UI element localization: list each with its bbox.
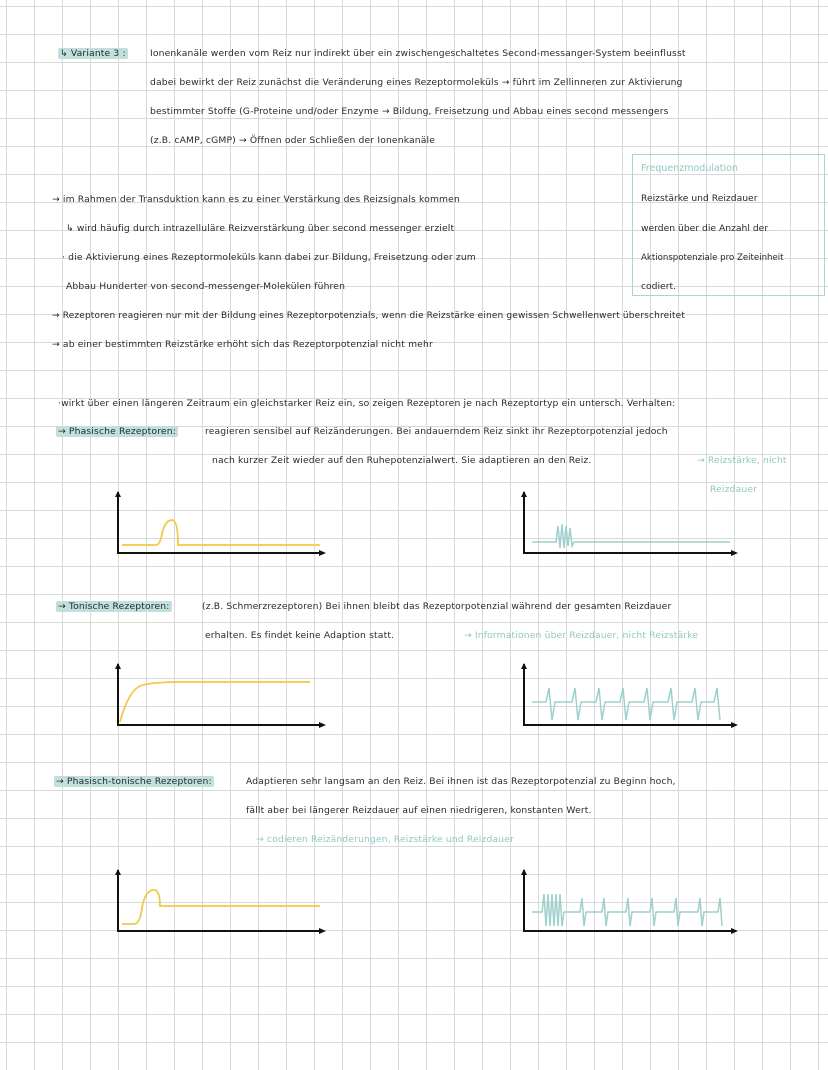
variant-line-1: Ionenkanäle werden vom Reiz nur indirekt über ein zwischengeschaltetes Second-messanger-System beeinflusst: [150, 48, 686, 59]
phasic-tonic-potential-graph: [110, 868, 330, 938]
variant-line-4: (z.B. cAMP, cGMP) → Öffnen oder Schließen der Ionenkanäle: [150, 135, 436, 146]
threshold-note: → Rezeptoren reagieren nur mit der Bildung eines Rezeptorpotenzials, wenn die Reizstärke einen gewissen Schwellenwert überschreitet: [52, 311, 686, 321]
phasic-tonic-line-1: Adaptieren sehr langsam an den Reiz. Bei ihnen ist das Rezeptorpotenzial zu Beginn hoch,: [246, 776, 676, 787]
action-potentials: [532, 894, 722, 926]
box-line-1: Reizstärke und Reizdauer: [641, 193, 758, 204]
tonic-line-2: erhalten. Es findet keine Adaption statt.: [205, 630, 395, 641]
phasic-note-2: Reizdauer: [710, 484, 758, 495]
phasic-tonic-note: → codieren Reizänderungen, Reizstärke und Reizdauer: [256, 834, 514, 845]
phasic-note-1: → Reizstärke, nicht: [697, 455, 787, 466]
transduction-line-4: Abbau Hunderter von second-messenger-Molekülen führen: [66, 281, 346, 292]
potential-curve: [122, 890, 320, 924]
phasic-tonic-label: → Phasisch-tonische Rezeptoren:: [56, 776, 212, 787]
tonic-note: → Informationen über Reizdauer, nicht Reizstärke: [464, 630, 699, 641]
axes: [118, 492, 324, 553]
variant-line-3: bestimmter Stoffe (G-Proteine und/oder Enzyme → Bildung, Freisetzung und Abbau eines second messengers: [150, 106, 669, 117]
phasic-label: → Phasische Rezeptoren:: [58, 426, 176, 437]
tonic-label: → Tonische Rezeptoren:: [58, 601, 170, 612]
action-potentials: [532, 524, 730, 548]
phasic-action-graph: [516, 490, 742, 560]
phasic-line-2: nach kurzer Zeit wieder auf den Ruhepotenzialwert. Sie adaptieren an den Reiz.: [212, 455, 592, 466]
box-title: Frequenzmodulation: [641, 163, 738, 174]
arrow-y: [115, 491, 121, 497]
variant-line-2: dabei bewirkt der Reiz zunächst die Veränderung eines Rezeptormoleküls → führt im Zellinneren zur Aktivierung: [150, 77, 683, 88]
transduction-line-2: ↳ wird häufig durch intrazelluläre Reizverstärkung über second messenger erzielt: [66, 223, 455, 234]
tonic-action-graph: [516, 662, 742, 732]
box-line-3: Aktionspotenziale pro Zeiteinheit: [641, 253, 784, 263]
phasic-line-1: reagieren sensibel auf Reizänderungen. Bei andauerndem Reiz sinkt ihr Rezeptorpotenzial jedoch: [205, 426, 668, 437]
box-line-2: werden über die Anzahl der: [641, 223, 769, 234]
arrow-x: [319, 550, 326, 556]
intro-text: ·wirkt über einen längeren Zeitraum ein gleichstarker Reiz ein, so zeigen Rezeptoren je nach Rezeptortyp ein untersch. Verhalten:: [58, 398, 676, 409]
transduction-line-3: · die Aktivierung eines Rezeptormoleküls kann dabei zur Bildung, Freisetzung oder zum: [62, 252, 476, 263]
tonic-potential-graph: [110, 662, 330, 732]
potential-curve: [120, 682, 310, 722]
box-line-4: codiert.: [641, 281, 677, 292]
tonic-line-1: (z.B. Schmerzrezeptoren) Bei ihnen bleibt das Rezeptorpotenzial während der gesamten Reizdauer: [202, 601, 672, 612]
action-potentials: [532, 688, 720, 720]
phasic-tonic-action-graph: [516, 868, 742, 938]
phasic-tonic-line-2: fällt aber bei längerer Reizdauer auf einen niedrigeren, konstanten Wert.: [246, 805, 592, 816]
transduction-line-1: → im Rahmen der Transduktion kann es zu einer Verstärkung des Reizsignals kommen: [52, 194, 460, 205]
frequency-modulation-box: [632, 154, 825, 296]
variant-label: ↳ Variante 3 :: [60, 48, 126, 59]
phasic-potential-graph: [110, 490, 330, 560]
saturation-note: → ab einer bestimmten Reizstärke erhöht sich das Rezeptorpotenzial nicht mehr: [52, 339, 433, 350]
potential-curve: [122, 520, 320, 545]
